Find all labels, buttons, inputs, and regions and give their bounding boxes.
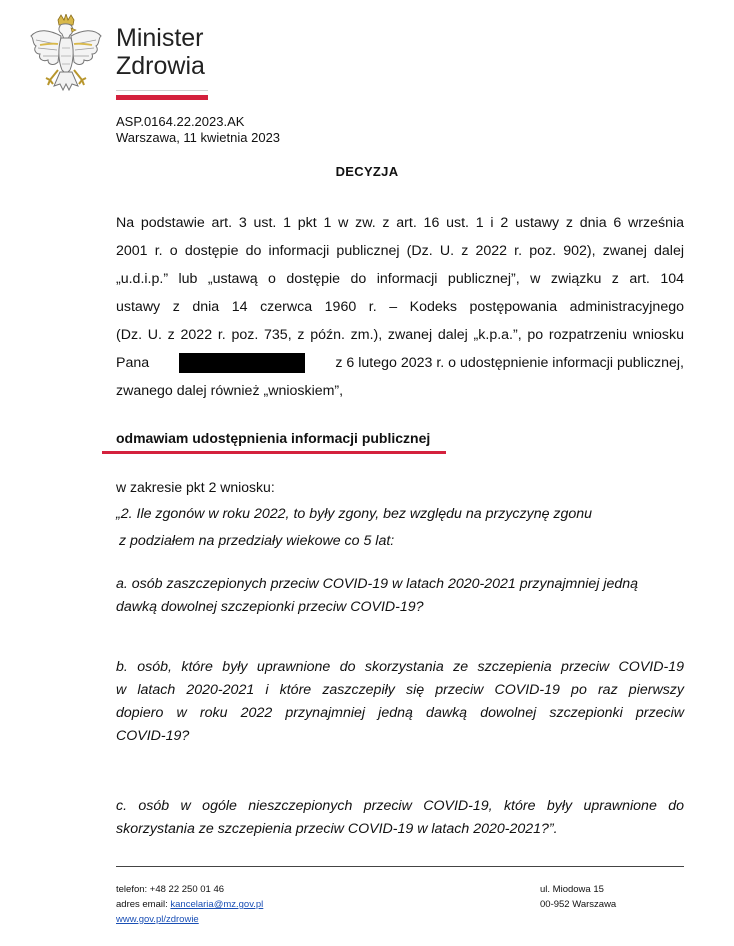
ministry-name-line1: Minister xyxy=(116,24,204,52)
applicant-prefix: Pana xyxy=(116,355,150,371)
basis-line: „u.d.i.p.” lub „ustawą o dostępie do informacji publicznej”, w związku z art. 104 xyxy=(116,271,684,287)
ministry-name-line2: Zdrowia xyxy=(116,52,205,80)
question-line: w latach 2020-2021 i które zaszczepiły się przeciw COVID-19 po raz pierwszy xyxy=(116,682,684,698)
reference-number: ASP.0164.22.2023.AK xyxy=(116,114,245,129)
question-c xyxy=(116,795,684,841)
basis-line: ustawy z dnia 14 czerwca 1960 r. – Kodeks postępowania administracyjnego xyxy=(116,299,684,315)
footer-address xyxy=(540,882,616,912)
footer-phone: telefon: +48 22 250 01 46 xyxy=(116,884,225,895)
place-date: Warszawa, 11 kwietnia 2023 xyxy=(116,130,281,145)
footer-street: ul. Miodowa 15 xyxy=(540,884,604,895)
footer-city: 00-952 Warszawa xyxy=(540,899,617,910)
basis-line: (Dz. U. z 2022 r. poz. 735, z późn. zm.), zwanej dalej „k.p.a.”, po rozpatrzeniu wniosku xyxy=(116,327,684,343)
footer-divider xyxy=(116,866,684,867)
question-line: dawką dowolnej szczepionki przeciw COVID-19? xyxy=(116,599,424,615)
legal-basis-paragraph xyxy=(116,209,684,405)
question-a xyxy=(116,573,684,619)
polish-eagle-emblem-icon xyxy=(28,14,104,100)
document-title: DECYZJA xyxy=(335,164,399,179)
basis-line: zwanego dalej również „wnioskiem”, xyxy=(116,383,344,399)
flag-red-stripe xyxy=(116,95,208,100)
footer-email-row xyxy=(116,897,263,912)
basis-line-applicant xyxy=(116,349,684,377)
redacted-name xyxy=(179,353,305,373)
basis-line: 2001 r. o dostępie do informacji publicznej (Dz. U. z 2022 r. poz. 902), zwanej dalej xyxy=(116,243,684,259)
question-line: a. osób zaszczepionych przeciw COVID-19 w latach 2020-2021 przynajmniej jedną xyxy=(116,576,639,592)
decision-statement: odmawiam udostępnienia informacji publicznej xyxy=(116,430,431,446)
question-line: z podziałem na przedziały wiekowe co 5 lat: xyxy=(119,533,395,549)
footer-email-link[interactable]: kancelaria@mz.gov.pl xyxy=(170,899,264,910)
flag-bar xyxy=(116,90,208,100)
question-line: skorzystania ze szczepienia przeciw COVID-19 w latach 2020-2021?”. xyxy=(116,821,558,837)
question-line: b. osób, które były uprawnione do skorzystania ze szczepienia przeciw COVID-19 xyxy=(116,659,684,675)
question-b xyxy=(116,656,684,748)
question-line: dopiero w roku 2022 przynajmniej jedną dawką dowolnej szczepionki przeciw xyxy=(116,705,684,721)
decision-red-underline xyxy=(102,451,446,454)
reference-block xyxy=(116,114,280,146)
ministry-name xyxy=(116,24,205,80)
footer-email-label: adres email: xyxy=(116,899,171,910)
basis-line: Na podstawie art. 3 ust. 1 pkt 1 w zw. z art. 16 ust. 1 i 2 ustawy z dnia 6 września xyxy=(116,215,684,231)
question-line: COVID-19? xyxy=(116,728,190,744)
footer-contact xyxy=(116,882,263,927)
question-intro xyxy=(116,503,684,553)
question-line: „2. Ile zgonów w roku 2022, to były zgony, bez względu na przyczynę zgonu xyxy=(116,506,593,522)
footer-website-link[interactable]: www.gov.pl/zdrowie xyxy=(116,914,199,925)
scope-text: w zakresie pkt 2 wniosku: xyxy=(116,479,275,495)
question-line: c. osób w ogóle nieszczepionych przeciw COVID-19, które były uprawnione do xyxy=(116,798,684,814)
applicant-suffix: z 6 lutego 2023 r. o udostępnienie informacji publicznej, xyxy=(335,355,684,371)
